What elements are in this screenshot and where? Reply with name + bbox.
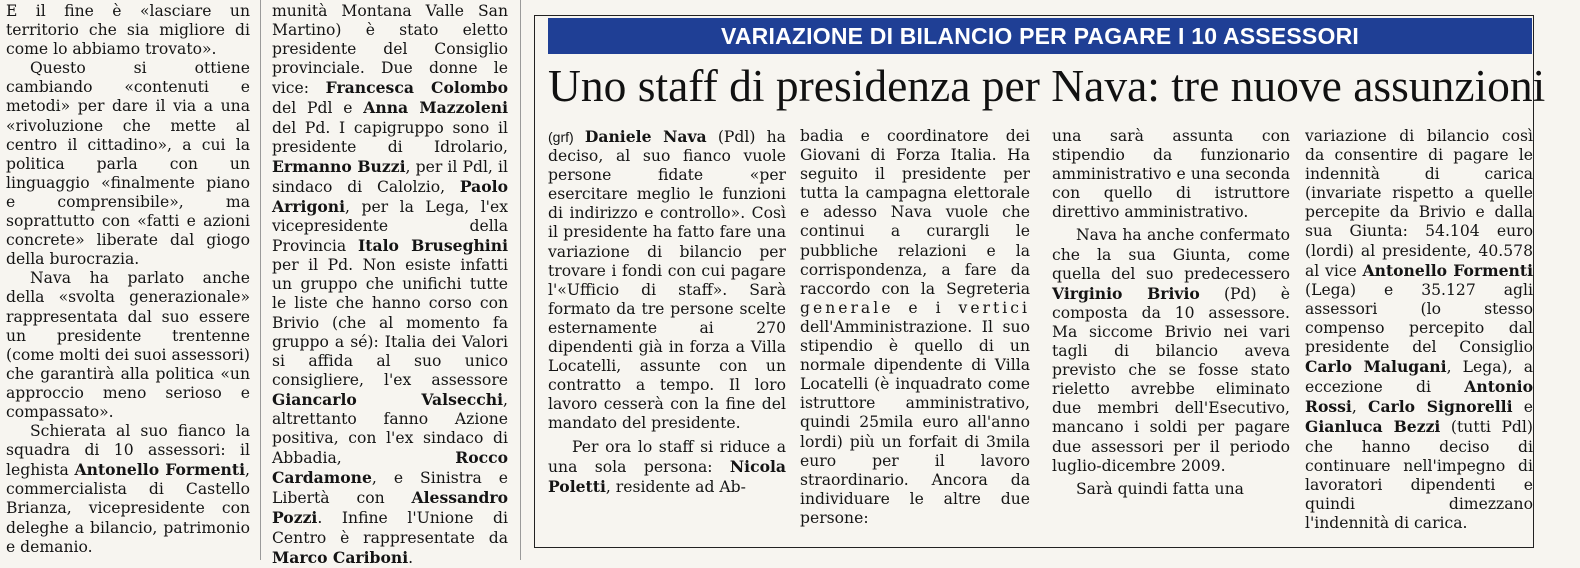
person-name: Ermanno Buzzi (272, 156, 406, 176)
spaced-text: generale e i vertici (800, 298, 1030, 317)
person-name: Paolo Arrigoni (272, 176, 508, 216)
person-name: Italo Bruseghini (357, 236, 508, 256)
author-tag: (grf) (548, 129, 574, 145)
paragraph: Sarà quindi fatta una (1076, 479, 1244, 498)
paragraph: badia e coordinatore dei Giovani di Forza Italia. Ha seguito il presidente per tutta la campagna elettorale e adesso Nava vuole che continui a curargli le pubbliche relazioni e la corrispondenza, a fare da raccordo con la Segreteria generale e i vertici dell'Amministrazione. Il suo stipendio è quello di un normale dipendente di Villa Locatelli (è inquadrato come istruttore amministrativo, quindi 25mila euro all'anno lordi) più un forfait di 3mila euro per il lavoro straordinario. Ancora da individuare le altre due persone: (800, 127, 1030, 527)
paragraph: Per ora lo staff si riduce a una sola persona: Nicola Poletti, residente ad Ab- (548, 437, 786, 496)
person-name: Gianluca Bezzi (1305, 417, 1441, 437)
paragraph: E il fine è «lasciare un territorio che sia migliore di come lo abbiamo trovato». (6, 2, 250, 59)
paragraph: munità Montana Valle San Martino) è stato eletto presidente del Consiglio provinciale. Due donne le vice: Francesca Colombo del Pdl e Anna Mazzoleni del Pd. I capigruppo sono il presidente di Idrolario, Ermanno Buzzi, per il Pdl, il sindaco di Calolzio, Paolo Arrigoni, per la Lega, l'ex vicepresidente della Provincia Italo Bruseghini per il Pd. Non esiste infatti un gruppo che unifichi tutte le liste che hanno corso con Brivio (che al momento fa gruppo a sé): Italia dei Valori si affida al suo unico consigliere, l'ex assessore Giancarlo Valsecchi, altrettanto fanno Azione positiva, con l'ex sindaco di Abbadia, Rocco Cardamone, e Sinistra e Libertà con Alessandro Pozzi. Infine l'Unione di Centro è rappresentate da Marco Cariboni. (272, 2, 509, 567)
paragraph: una sarà assunta con stipendio da funzionario amministrativo e una seconda con quello di istruttore direttivo amministrativo. (1052, 127, 1290, 222)
person-name: Marco Cariboni (272, 547, 409, 567)
person-name: Antonello Formenti (1362, 260, 1533, 280)
article-column-4 (1305, 127, 1533, 533)
article-column-1 (548, 127, 786, 497)
article-headline: Uno staff di presidenza per Nava: tre nuove assunzioni (548, 60, 1546, 111)
paragraph: (grf) Daniele Nava (Pdl) ha deciso, al suo fianco vuole persone fidate «per esercitare meglio le funzioni di indirizzo e controllo». Così il presidente ha fatto fare una variazione di bilancio per trovare i fondi con cui pagare l'«Ufficio di staff». Sarà formato da tre persone scelte esternamente ai 270 dipendenti già in forza a Villa Locatelli, assunte con un contratto a tempo. Il loro lavoro cesserà con la fine del mandato del presidente. (548, 127, 786, 433)
article-column-3 (1052, 127, 1290, 499)
paragraph: Nava ha parlato anche della «svolta generazionale» rappresentata dal suo essere un presidente trentenne (come molti dei suoi assessori) che garantirà alla politica «un approccio meno serioso e compassato». (6, 269, 250, 421)
person-name: Francesca Colombo (325, 78, 508, 98)
paragraph: Schierata al suo fianco la squadra di 10 assessori: il leghista Antonello Formenti, commercialista di Castello Brianza, vicepresidente con deleghe a bilancio, patrimonio e demanio. (6, 422, 250, 556)
column-rule (520, 0, 521, 560)
person-name: Giancarlo Valsecchi (272, 389, 504, 409)
person-name: Virginio Brivio (1052, 283, 1200, 303)
person-name: Anna Mazzoleni (363, 98, 509, 118)
article-kicker: VARIAZIONE DI BILANCIO PER PAGARE I 10 ASSESSORI (548, 18, 1532, 54)
column-rule (260, 0, 261, 560)
paragraph: Nava ha anche confermato che la sua Giunta, come quella del suo predecessero Virginio Brivio (Pd) è composta da 10 assessore. Ma siccome Brivio nei vari tagli di bilancio aveva previsto che se fosse stato rieletto avrebbe eliminato due membri dell'Esecutivo, mancano i soldi per pagare due assessori per il periodo luglio-dicembre 2009. (1052, 226, 1290, 475)
person-name: Carlo Malugani (1305, 357, 1447, 377)
person-name: Daniele Nava (584, 127, 707, 146)
left-article-column-2 (272, 2, 508, 568)
article-column-2 (800, 127, 1030, 528)
paragraph: Questo si ottiene cambiando «contenuti e metodi» per dare il via a una «rivoluzione che mette al centro il cittadino», a cui la politica parla con un linguaggio «finalmente piano e comprensibile», ma soprattutto con «fatti e azioni concrete» liberate dal giogo della burocrazia. (6, 59, 250, 269)
left-article-column-1 (6, 2, 250, 557)
person-name: Rocco Cardamone (272, 448, 508, 488)
person-name: Antonio Rossi (1305, 377, 1533, 417)
person-name: Nicola Poletti (548, 456, 786, 496)
paragraph: variazione di bilancio così da consentire di pagare le indennità di carica (invariate rispetto a quelle percepite da Brivio e dalla sua Giunta: 54.104 euro (lordi) al presidente, 40.578 al vice Antonello Formenti (Lega) e 35.127 agli assessori (lo stesso compenso percepito dal presidente del Consiglio Carlo Malugani, Lega), a eccezione di Antonio Rossi, Carlo Signorelli e Gianluca Bezzi (tutti Pdl) che hanno deciso di continuare nell'impegno di lavoratori dipendenti e quindi dimezzano l'indennità di carica. (1305, 127, 1533, 532)
person-name: Antonello Formenti (74, 460, 246, 480)
person-name: Carlo Signorelli (1368, 397, 1513, 417)
person-name: Alessandro Pozzi (272, 488, 508, 528)
